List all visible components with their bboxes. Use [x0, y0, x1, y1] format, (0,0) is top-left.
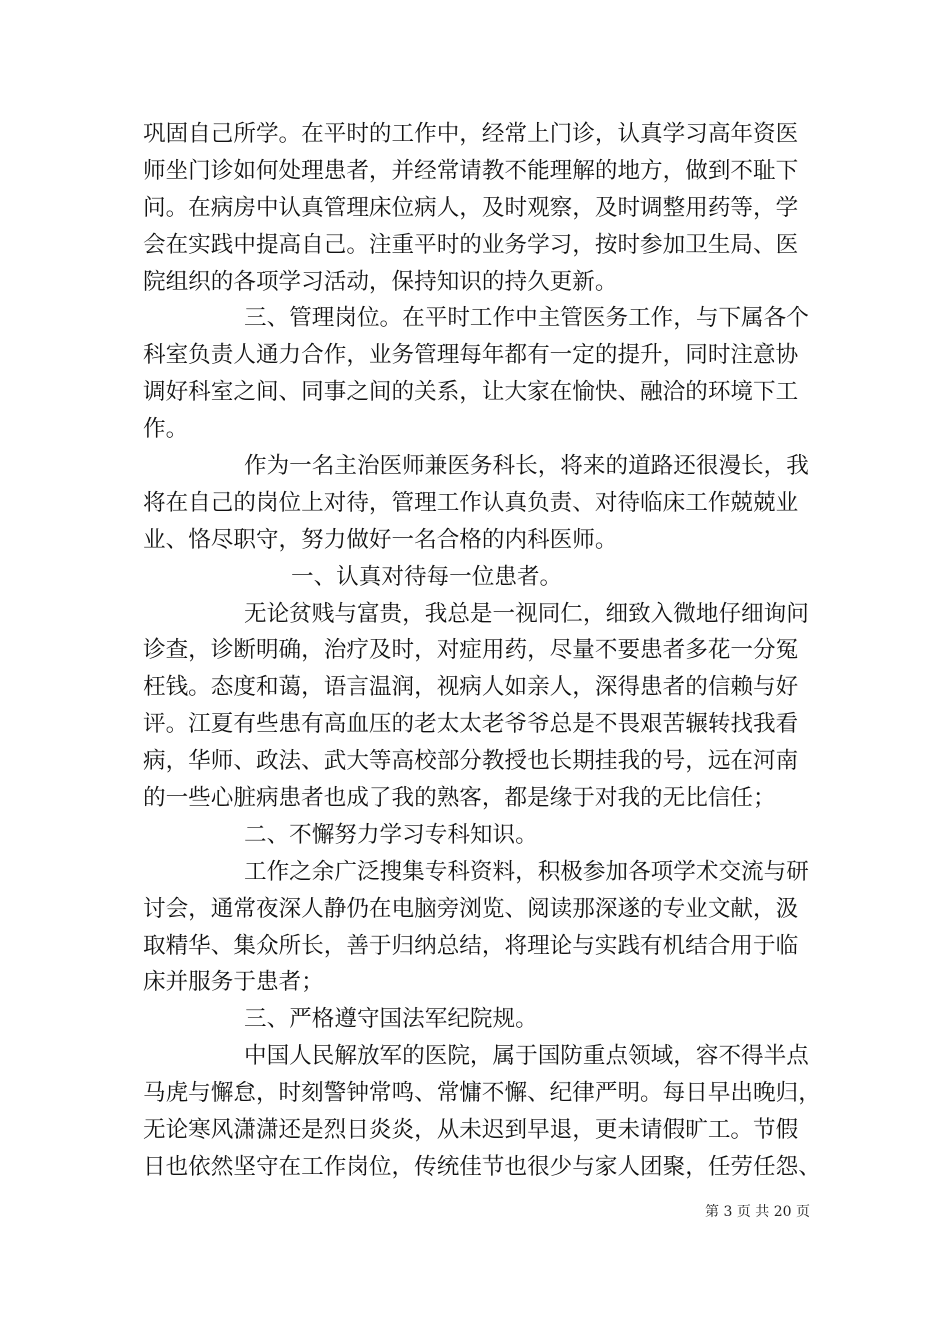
text-line: 科室负责人通力合作，业务管理每年都有一定的提升，同时注意协 — [143, 342, 799, 369]
text-line: 无论寒风潇潇还是烈日炎炎，从未迟到早退，更未请假旷工。节假 — [143, 1117, 799, 1144]
text-line: 会在实践中提高自己。注重平时的业务学习，按时参加卫生局、医 — [143, 231, 799, 258]
paragraph-start-discipline: 中国人民解放军的医院，属于国防重点领域，容不得半点 — [244, 1043, 809, 1070]
text-line: 马虎与懈怠，时刻警钟常鸣、常慵不懈、纪律严明。每日早出晚归， — [143, 1080, 821, 1107]
text-line: 的一些心脏病患者也成了我的熟客，都是缘于对我的无比信任； — [143, 785, 776, 812]
text-line: 取精华、集众所长，善于归纳总结，将理论与实践有机结合用于临 — [143, 932, 799, 959]
text-line: 问。在病房中认真管理床位病人，及时观察，及时调整用药等，学 — [143, 194, 799, 221]
text-line: 巩固自己所学。在平时的工作中，经常上门诊，认真学习高年资医 — [143, 121, 799, 147]
text-line: 作。 — [143, 416, 189, 443]
section-heading-discipline: 三、严格遵守国法军纪院规。 — [244, 1006, 538, 1033]
text-line: 院组织的各项学习活动，保持知识的持久更新。 — [143, 268, 618, 295]
text-line: 调好科室之间、同事之间的关系，让大家在愉快、融洽的环境下工 — [143, 379, 799, 406]
page-number-footer: 第 3 页 共 20 页 — [705, 1204, 810, 1220]
text-line: 床并服务于患者； — [143, 969, 324, 996]
text-line: 评。江夏有些患有高血压的老太太老爷爷总是不畏艰苦辗转找我看 — [143, 711, 799, 738]
section-heading-study: 二、不懈努力学习专科知识。 — [244, 821, 538, 848]
text-line: 日也依然坚守在工作岗位，传统佳节也很少与家人团聚，任劳任怨、 — [143, 1153, 821, 1180]
text-line: 讨会，通常夜深人静仍在电脑旁浏览、阅读那深遂的专业文献，汲 — [143, 895, 799, 922]
section-heading-patients: 一、认真对待每一位患者。 — [291, 563, 563, 590]
text-line: 诊查，诊断明确，治疗及时，对症用药，尽量不要患者多花一分冤 — [143, 637, 799, 664]
text-line: 将在自己的岗位上对待，管理工作认真负责、对待临床工作兢兢业 — [143, 489, 799, 516]
body-text — [143, 116, 821, 1186]
paragraph-start-future-outlook: 作为一名主治医师兼医务科长，将来的道路还很漫长，我 — [244, 453, 809, 480]
text-line: 枉钱。态度和蔼，语言温润，视病人如亲人，深得患者的信赖与好 — [143, 674, 799, 701]
text-line: 业、恪尽职守，努力做好一名合格的内科医师。 — [143, 526, 618, 553]
paragraph-start-study: 工作之余广泛搜集专科资料，积极参加各项学术交流与研 — [244, 858, 809, 885]
paragraph-start-management-role: 三、管理岗位。在平时工作中主管医务工作，与下属各个 — [244, 305, 809, 332]
text-line: 病，华师、政法、武大等高校部分教授也长期挂我的号，远在河南 — [143, 748, 799, 775]
paragraph-start-patients: 无论贫贱与富贵，我总是一视同仁，细致入微地仔细询问 — [244, 600, 809, 627]
text-line: 师坐门诊如何处理患者，并经常请教不能理解的地方，做到不耻下 — [143, 157, 799, 184]
